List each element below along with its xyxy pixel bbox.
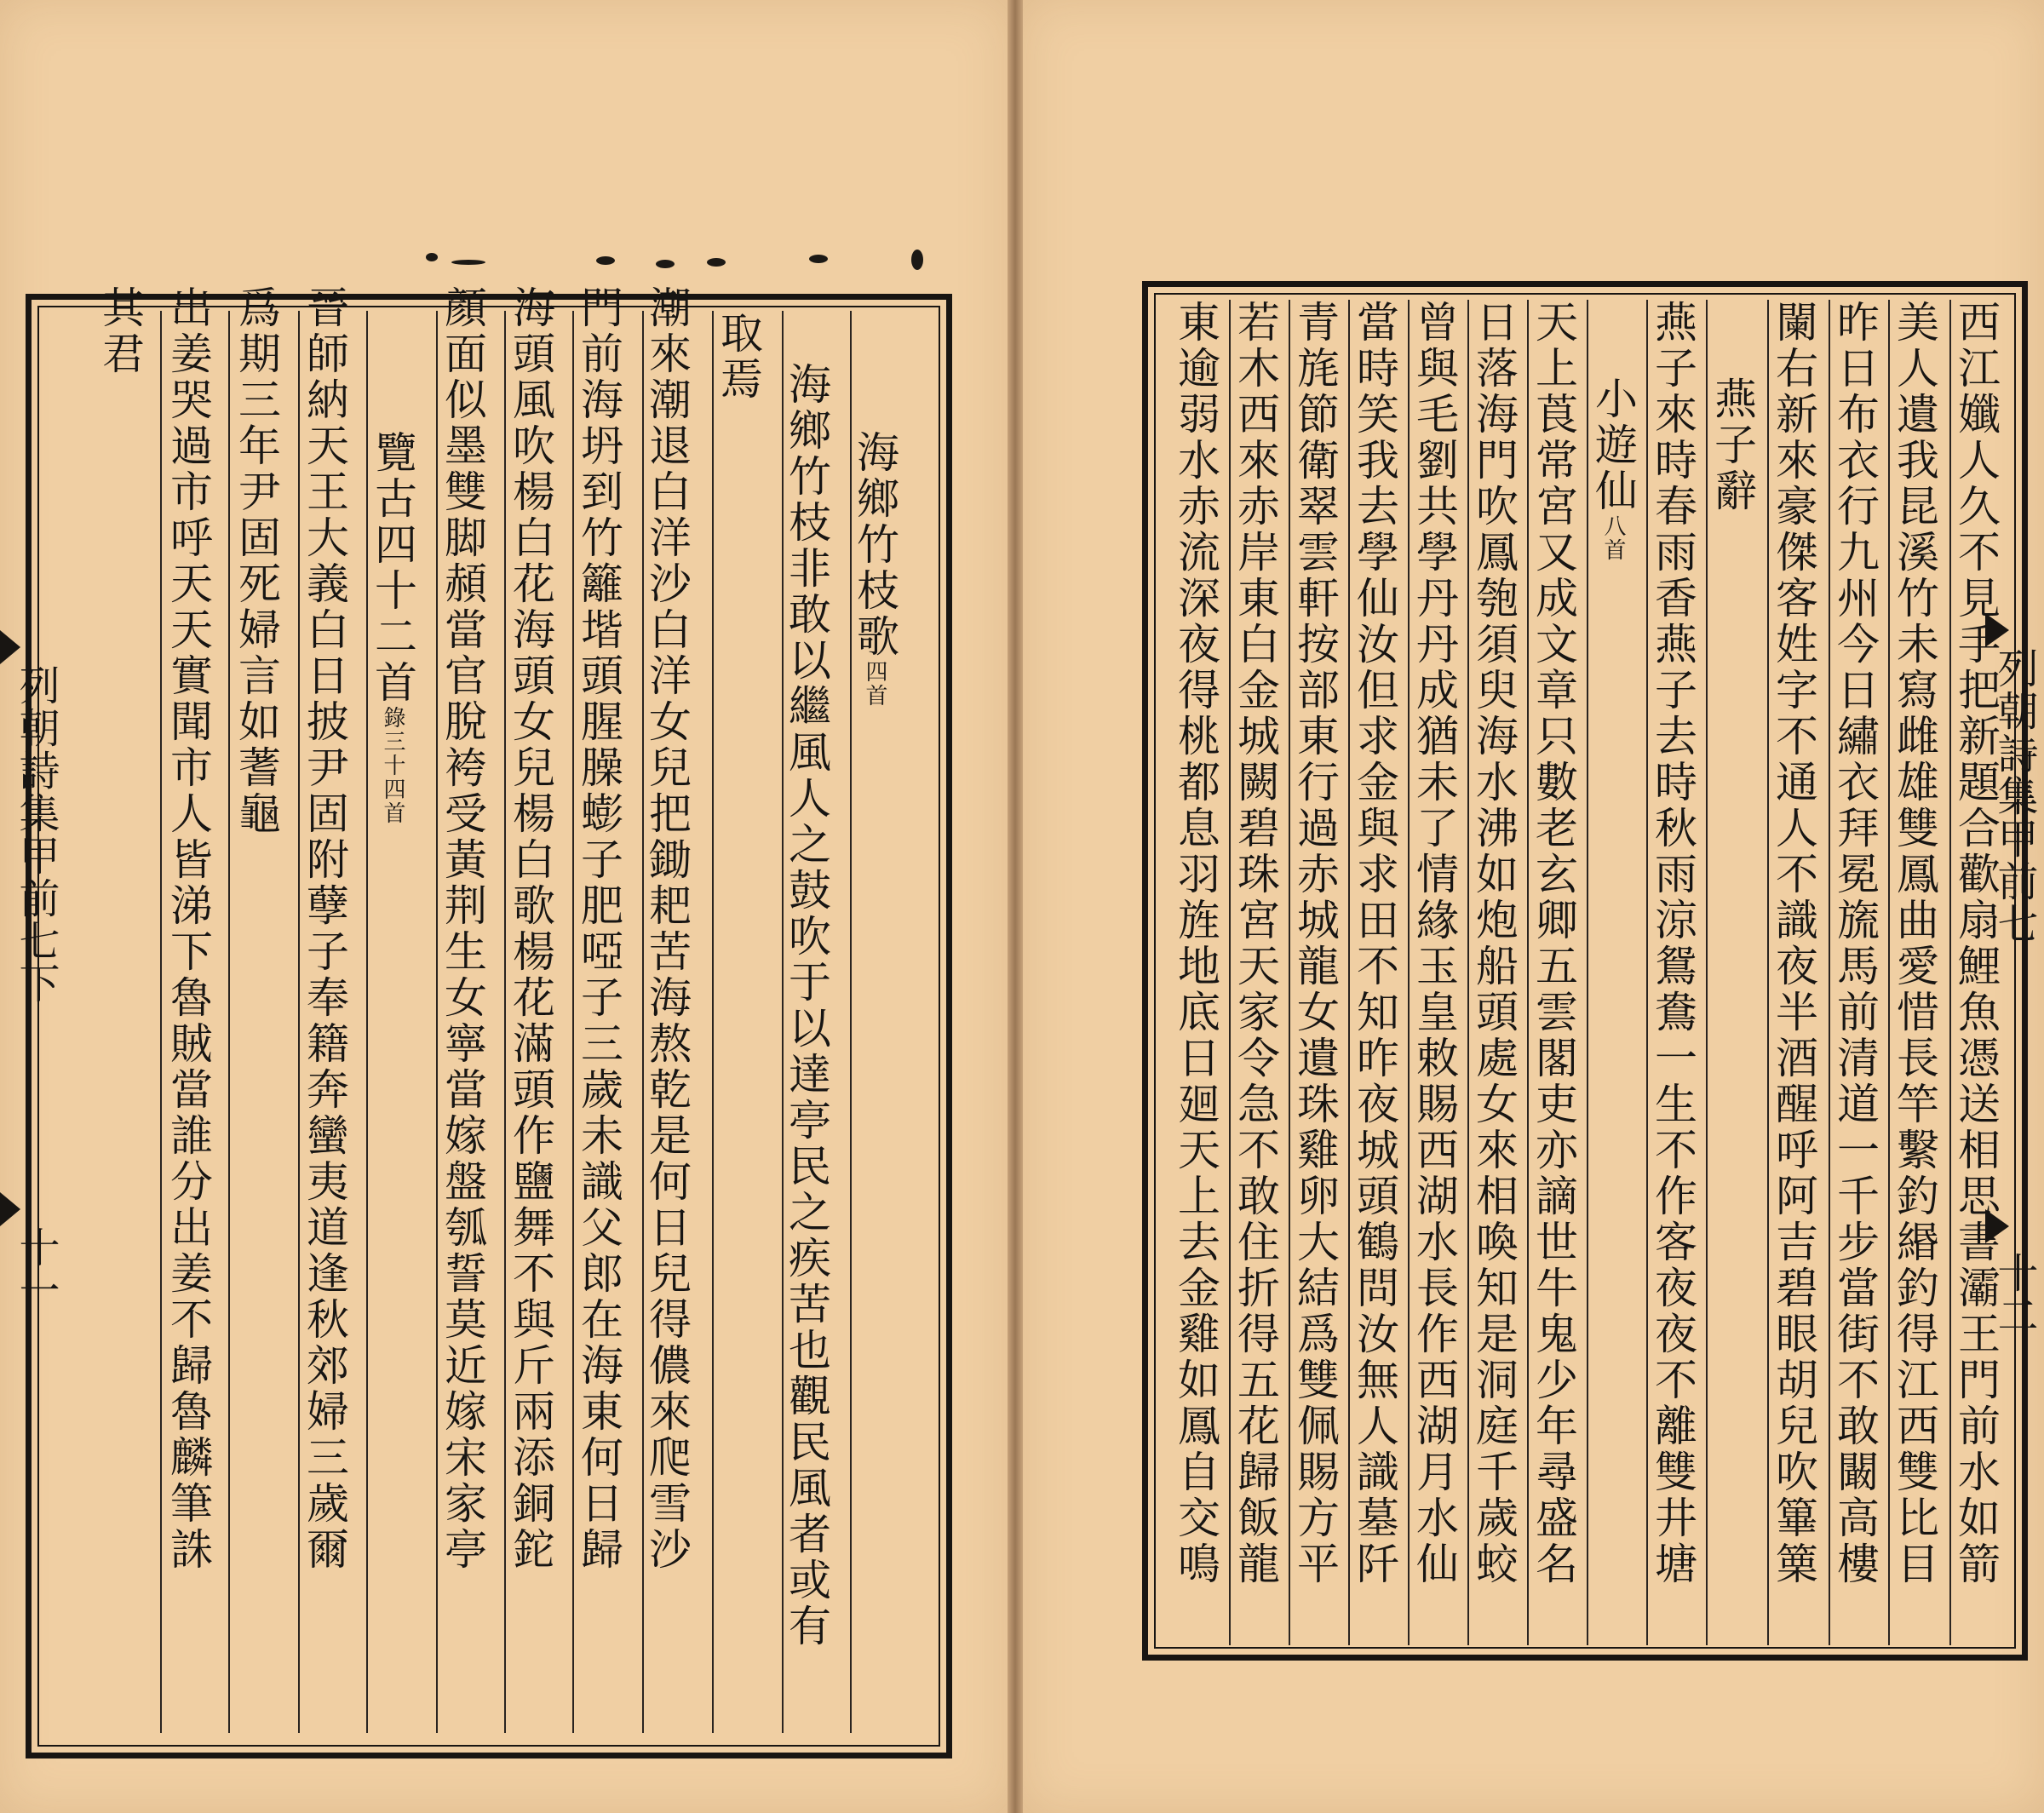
right-fishtail-bottom <box>1985 1209 2009 1243</box>
poem-line-7: 出姜哭過市呼天天實聞市人皆涕下魯賊當誰分出姜不歸魯麟筆誅 <box>164 285 213 1573</box>
right-text-area <box>1166 300 2009 1645</box>
right-margin-folio: 十二 <box>1990 1252 2038 1337</box>
poem-line-3: 海頭風吹楊白花海頭女兒楊白歌楊花滿頭作鹽舞不與斤兩添銅鉈 <box>506 285 555 1573</box>
preface-line-1: 海鄉竹枝非敢以繼風人之鼓吹于以達亭民之疾苦也觀民風者或有 <box>782 362 831 1649</box>
poem-line-5: 燕子來時春雨香燕子去時秋雨涼鴛鴦一生不作客夜夜不離雙井塘 <box>1648 300 1697 1587</box>
left-text-area <box>95 285 899 1733</box>
poem-line-11: 若木西來赤岸東白金城闕碧珠宮天家令急不敢住折得五花歸飯龍 <box>1231 300 1280 1587</box>
right-margin-title: 列朝詩集甲前七 <box>1990 647 2038 945</box>
section-heading: 覽古四十二首錄三十四首 <box>368 430 417 825</box>
right-page <box>1023 0 2044 1813</box>
poem-line-10: 青旄節衛翠雲軒按部東行過赤城龍女遺珠雞卵大結爲雙佩賜方平 <box>1290 300 1340 1587</box>
poem-line-5: 晉師納天王大義白日披尹固附孽子奉籍奔蠻夷道逢秋郊婦三歲爾 <box>300 285 349 1573</box>
left-page <box>0 0 1008 1813</box>
left-margin-title: 列朝詩集甲前七下 <box>12 664 60 1005</box>
ink-blots <box>426 243 954 285</box>
poem-line-4: 顏面似墨雙脚頳當官脫袴受黃荆生女寧當嫁盤瓠誓莫近嫁宋家亭 <box>438 285 487 1573</box>
poem-line-2: 美人遺我昆溪竹未寫雌雄雙鳳曲愛惜長竿繫釣緡釣得江西雙比目 <box>1890 300 1939 1587</box>
left-fishtail-bottom <box>0 1192 20 1226</box>
poem-title-2: 燕子辭 <box>1708 376 1757 514</box>
poem-line-12: 東逾弱水赤流深夜得桃都息羽旌地底日廻天上去金雞如鳳自交鳴 <box>1171 300 1220 1587</box>
left-extra-columns <box>34 311 170 1733</box>
poem-line-7: 日落海門吹鳳匏須臾海水沸如炮船頭處女來相喚知是洞庭千歲蛟 <box>1469 300 1519 1587</box>
poem-line-3: 昨日布衣行九州今日繡衣拜冕旒馬前清道一千步當街不敢闞高樓 <box>1830 300 1880 1587</box>
poem-line-6: 爲期三年尹固死婦言如蓍龜 <box>232 285 281 837</box>
right-fishtail-top <box>1985 613 2009 647</box>
poem-line-1: 西江孅人久不見手把新題合歡扇鯉魚憑送相思書灞王門前水如箭 <box>1951 300 2001 1587</box>
poem-line-9: 當時笑我去學仙汝但求金與求田不知昨夜城頭鶴問汝無人識墓阡 <box>1350 300 1399 1587</box>
poem-line-4: 闌右新來豪傑客姓字不通人不識夜半酒醒呼阿吉碧眼胡兒吹篳篥 <box>1769 300 1818 1587</box>
book-gutter <box>1008 0 1023 1813</box>
poem-line-6: 天上莨常宮又成文章只數老玄卿五雲閣吏亦謫世牛鬼少年尋盛名 <box>1529 300 1578 1587</box>
left-margin-folio: 十一 <box>12 1226 60 1311</box>
poem-line-1: 潮來潮退白洋沙白洋女兒把鋤耙苦海熬乾是何日兒得儂來爬雪沙 <box>642 285 692 1573</box>
poem-line-8: 其君 <box>95 285 145 377</box>
poem-line-2: 門前海坍到竹籬堦頭腥臊蟛子肥啞子三歲未識父郎在海東何日歸 <box>574 285 623 1573</box>
preface-line-2: 取焉 <box>714 311 763 403</box>
poem-title: 海鄉竹枝歌四首 <box>850 430 899 708</box>
poem-line-8: 曾與毛劉共學丹丹成猶未了情緣玉皇敕賜西湖水長作西湖月水仙 <box>1410 300 1459 1587</box>
left-fishtail-top <box>0 630 20 664</box>
section-heading-2: 小遊仙八首 <box>1588 376 1638 562</box>
